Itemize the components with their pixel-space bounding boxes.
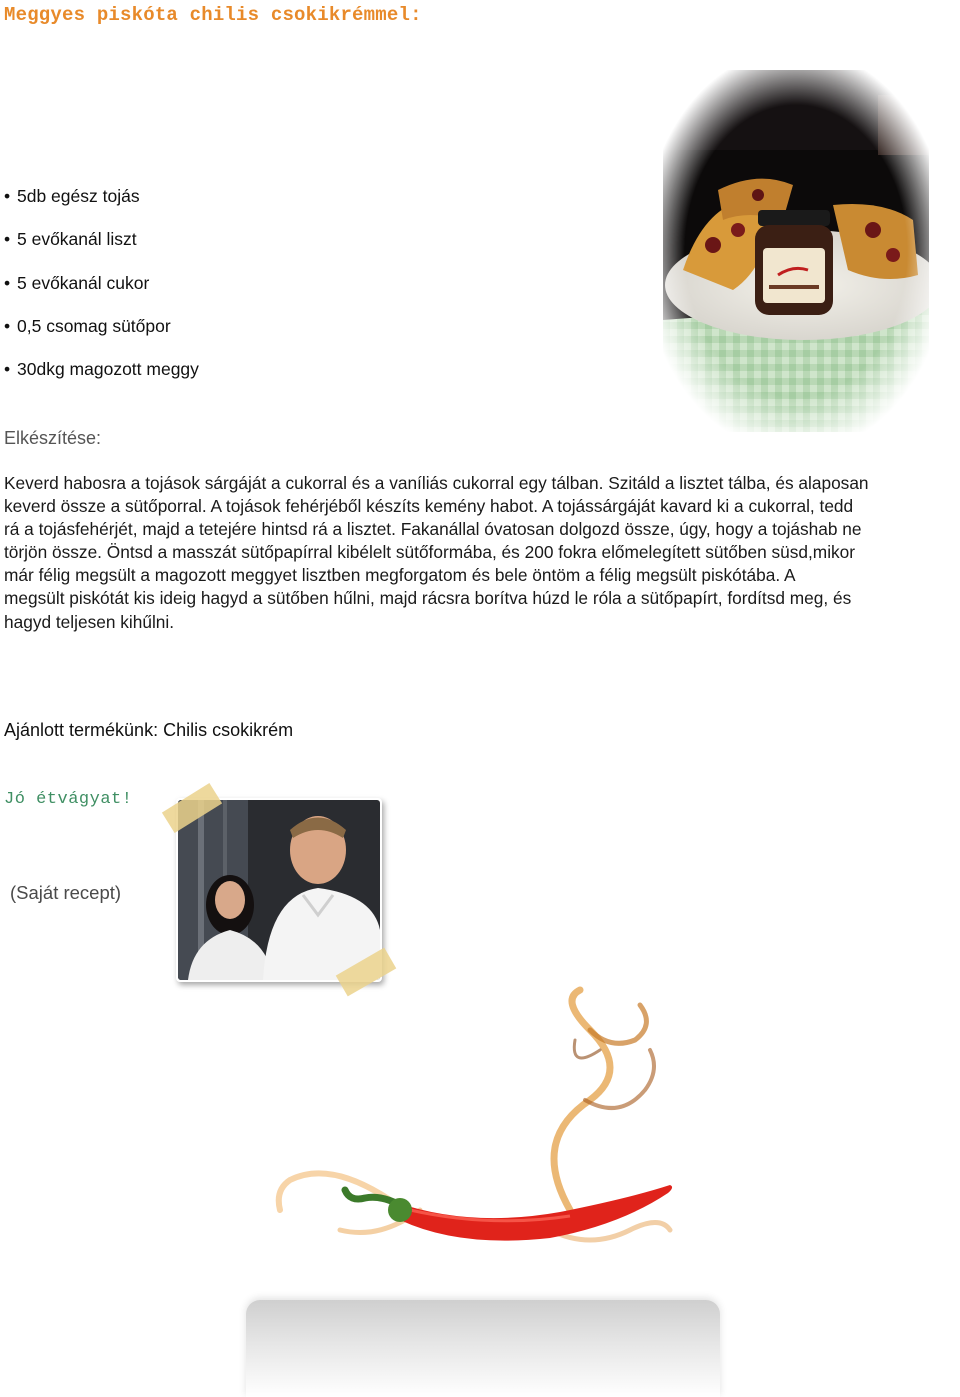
text-line: megsült piskótát kis ideig hagyd a sütőben hűlni, majd rácsra borítva húzd le róla a sütőpapírt, fordítsd meg, és [4,588,852,609]
list-item: • 30dkg magozott meggy [4,359,199,380]
list-item: • 5 evőkanál liszt [4,229,137,250]
ingredient-list [4,186,199,402]
text-line: keverd össze a sütőporral. A tojások fehérjéből készíts kemény habot. A tojássárgáját kavard ki a cukorral, tedd [4,496,854,517]
text-line: hagyd teljesen kihűlni. [4,611,175,632]
portrait-photo [176,798,382,982]
text-line: Keverd habosra a tojások sárgáját a cukorral és a vaníliás cukorral egy tálban. Szitáld a lisztet tálba, és alaposan [4,473,869,493]
recommended-product: Ajánlott termékünk: Chilis csokikrém [4,720,294,740]
text-line: már félig megsült a magozott meggyet lisztben megforgatom és bele öntöm a félig megsült piskótába. A [4,565,796,586]
recipe-title: Meggyes piskóta chilis csokikrémmel: [4,4,422,26]
list-item: • 0,5 csomag sütőpor [4,315,171,336]
text-line: törjön össze. Öntsd a masszát sütőpapírral kibélelt sütőformába, és 200 fokra előmelegített sütőben süsd,mikor [4,542,856,563]
bon-appetit: Jó étvágyat! [4,790,133,809]
preparation-heading: Elkészítése: [4,428,102,448]
text-line: rá a tojásfehérjét, majd a tetejére hintsd rá a lisztet. Fakanállal óvatosan dolgozd össze, úgy, hogy a tojáshab ne [4,519,862,540]
own-recipe-label: (Saját recept) [10,882,122,903]
chili-pepper-illustration [270,980,690,1270]
preparation-text [4,472,956,634]
bottom-panel [246,1300,720,1397]
list-item: • 5 evőkanál cukor [4,272,150,293]
list-item: • 5db egész tojás [4,186,140,206]
cake-photo [663,70,929,432]
